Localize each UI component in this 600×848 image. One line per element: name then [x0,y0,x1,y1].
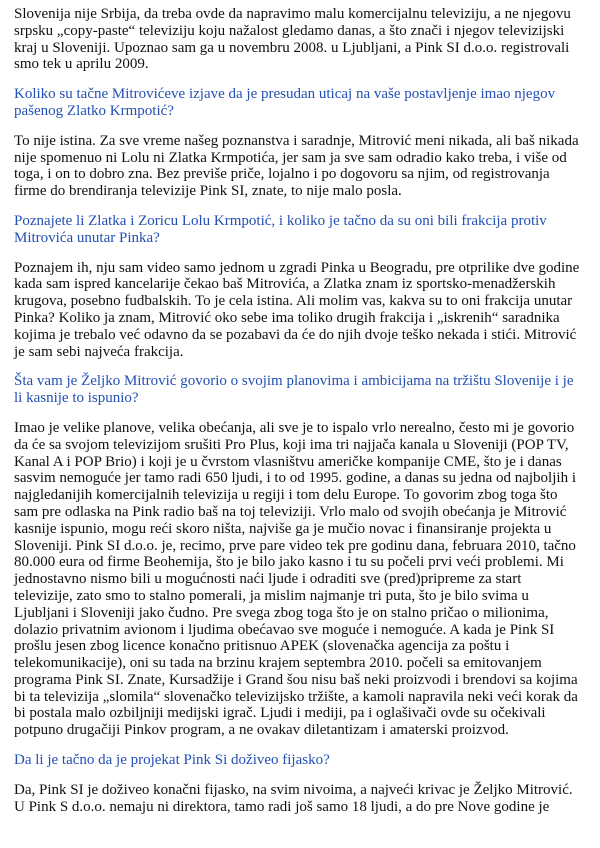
text-line: kraj u Sloveniji. Upoznao sam ga u novembru 2008. u Ljubljani, a Pink SI d.o.o. registrovali [14,39,570,56]
text-line: Da, Pink SI je doživeo konačni fijasko, na svim nivoima, a najveći krivac je Željko Mitrović. [14,781,573,798]
text-line: firme do brendiranja televizije Pink SI, znate, to nije malo posla. [14,183,402,200]
interview-question [14,213,600,247]
text-line: Da li je tačno da je projekat Pink Si doživeo fijasko? [14,752,330,769]
text-line: smo tek u aprilu 2009. [14,56,149,73]
text-line: je sam sebi najveća frakcija. [14,343,184,360]
text-line: kada sam ispred kancelarije čekao baš Mitrovića, a Zlatka znam iz sportsko-menadžerskih [14,276,556,293]
text-line: dolazio privatnim avionom i ljudima obećavao sve moguće i nemoguće. A kada je Pink SI [14,621,555,638]
text-line: da će sa svojom televizijom srušiti Pro Plus, koji ima tri najjača kanala u Sloveniji (POP TV, [14,436,569,453]
text-line: Imao je velike planove, velika obećanja, ali sve je to ispalo vrlo nerealno, često mi je govorio [14,419,575,436]
text-line: kasnije ispunio, mogu reći skoro ništa, najviše ga je mučio novac i finansiranje projekta u [14,520,552,537]
text-line: Poznajete li Zlatka i Zoricu Lolu Krmpotić, i koliko je tačno da su oni bili frakcija protiv [14,212,547,229]
text-line: telekomunikacije), oni su tada na brzinu krajem septembra 2010. počeli sa emitovanjem [14,655,542,672]
text-line: Pinka? Koliko ja znam, Mitrović oko sebe ima toliko drugih frakcija i „iskrenih“ saradnika [14,309,560,326]
interview-answer [14,133,600,200]
text-line: Sloveniji. Pink SI d.o.o. je, recimo, prve pare video tek pre godinu dana, februara 2010, tačno [14,537,576,554]
interview-question [14,86,600,120]
text-line: potpuno drugačiji Pinkov program, a ne ovakav diletantizam i amaterski proizvod. [14,722,509,739]
text-line: televizije, zato smo to stalno pomerali, ja mislim najmanje tri puta, što je bilo svima u [14,587,529,604]
text-line: srpsku „copy-paste“ televiziju koju nažalost gledamo danas, a što znači i njegov televizijski [14,22,565,39]
text-line: Šta vam je Željko Mitrović govorio o svojim planovima i ambicijama na tržištu Slovenije i je [14,373,574,390]
interview-answer [14,260,600,361]
text-line: Mitrovića unutar Pinka? [14,229,160,246]
text-line: sasvim nemoguće jer tamo radi 650 ljudi, i to od 1995. godine, a danas su jedna od najboljih i [14,470,576,487]
text-line: kojima je trebalo već odavno da se pozabavi da će do njih dvoje teško nekada i stići. Mitrović [14,326,577,343]
text-line: Koliko su tačne Mitrovićeve izjave da je presudan uticaj na vaše postavljenje imao njegov [14,86,556,103]
text-line: U Pink S d.o.o. nemaju ni direktora, tamo radi još samo 18 ljudi, a do pre Nove godine je [14,798,550,815]
text-line: To nije istina. Za sve vreme našeg poznanstva i saradnje, Mitrović meni nikada, ali baš nikada [14,132,579,149]
text-line: sam pre odlaska na Pink radio baš na toj televiziji. Vrlo malo od svojih obećanja je Mitrović [14,503,567,520]
text-line: 80.000 eura od firme Beohemija, što je bilo jako kasno i tu su počeli prvi veći problemi. Mi [14,554,564,571]
text-line: programa Pink SI. Znate, Kursadžije i Grand šou nisu baš neki proizvodi i brendovi sa kojima [14,671,578,688]
text-line: bi postala malo ozbiljniji medijski igrač. Ljudi i mediji, pa i oglašivači ovde su očekivali [14,705,546,722]
text-line: bi ta televizija „slomila“ slovenačko televizijsko tržište, a kamoli napravila neki veći korak da [14,688,578,705]
interview-question [14,752,600,769]
interview-question [14,373,600,407]
interview-answer [14,782,600,816]
text-line: toga, i on to dobro zna. Bez previše priče, lojalno i po dogovoru sa njim, od registrovanja [14,166,550,183]
interview-answer [14,6,600,73]
interview-answer [14,420,600,739]
text-line: nije spomenuo ni Lolu ni Zlatka Krmpotića, jer sam ja sve sam odradio kako treba, i više od [14,149,567,166]
text-line: krugova, posebno fudbalskih. To je cela istina. Ali molim vas, kakva su to oni frakcija unutar [14,293,573,310]
text-line: najgledanijih komercijalnih televizija u regiji i tom delu Europe. To govorim zbog toga što [14,487,558,504]
text-line: Slovenija nije Srbija, da treba ovde da napravimo malu komercijalnu televiziju, a ne njegovu [14,6,571,22]
text-line: Poznajem ih, nju sam video samo jednom u zgradi Pinka u Beogradu, pre otprilike dve godine [14,259,580,276]
text-line: prošlu jesen zbog licence konačno pritisnuo APEK (slovenačka agencija za poštu i [14,638,510,655]
text-line: pašenog Zlatko Krmpotić? [14,102,174,119]
text-line: li kasnije to ispunio? [14,390,139,407]
text-line: Ljubljani i Sloveniji jako čudno. Pre svega zbog toga što je on stalno pričao o milionima, [14,604,549,621]
text-line: jednostavno nismo bili u mogućnosti naći ljude i odraditi sve (pred)pripreme za start [14,571,522,588]
text-line: Kanal A i POP Brio) i koji je u čvrstom vlasništvu američke kompanije CME, što je i danas [14,453,562,470]
